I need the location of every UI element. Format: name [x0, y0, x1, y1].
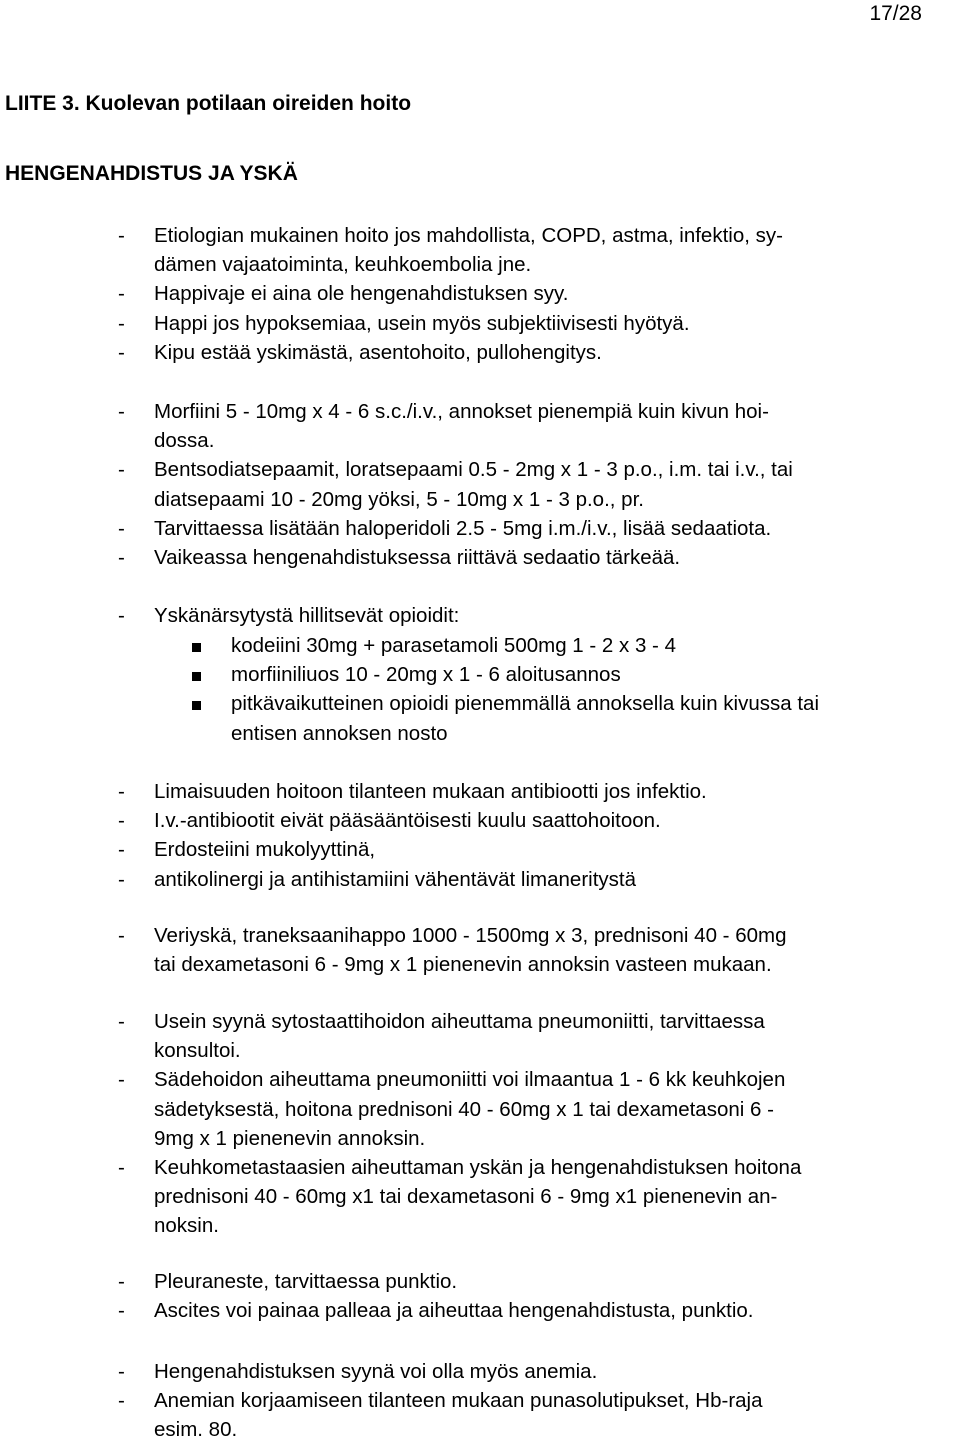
list-item-dash: - — [118, 1299, 125, 1323]
list-item-dash: - — [118, 516, 125, 540]
list-item-dash: - — [118, 1360, 125, 1383]
list-item-text: Hengenahdistuksen syynä voi olla myös anemia. — [154, 1360, 598, 1383]
section-title: HENGENAHDISTUS JA YSKÄ — [5, 162, 298, 185]
list-item-dash: - — [118, 838, 125, 862]
list-item-text: esim. 80. — [154, 1418, 238, 1442]
list-item-text: Keuhkometastaasien aiheuttaman yskän ja hengenahdistuksen hoitona — [154, 1156, 802, 1179]
square-bullet-icon — [192, 701, 201, 710]
list-item-dash: - — [118, 400, 125, 423]
list-item-dash: - — [118, 780, 125, 803]
list-item-text: sädetyksestä, hoitona prednisoni 40 - 60mg x 1 tai dexametasoni 6 - — [154, 1097, 774, 1121]
list-item-text: Sädehoidon aiheuttama pneumoniitti voi ilmaantua 1 - 6 kk keuhkojen — [154, 1068, 786, 1092]
list-item-text: Bentsodiatsepaamit, loratsepaami 0.5 - 2mg x 1 - 3 p.o., i.m. tai i.v., tai — [154, 458, 793, 482]
list-item-dash: - — [118, 1389, 125, 1413]
bullet-item-text: pitkävaikutteinen opioidi pienemmällä annoksella kuin kivussa tai — [231, 692, 820, 716]
list-item-dash: - — [118, 458, 125, 482]
list-item-text: Vaikeassa hengenahdistuksessa riittävä sedaatio tärkeää. — [154, 546, 681, 569]
list-item-text: Pleuraneste, tarvittaessa punktio. — [154, 1270, 458, 1293]
list-item-text: I.v.-antibiootit eivät pääsääntöisesti kuulu saattohoitoon. — [154, 809, 661, 833]
list-item-text: Morfiini 5 - 10mg x 4 - 6 s.c./i.v., annokset pienempiä kuin kivun hoi- — [154, 400, 769, 423]
list-item-text: konsultoi. — [154, 1039, 241, 1063]
list-item-text: 9mg x 1 pienenevin annoksin. — [154, 1126, 426, 1150]
square-bullet-icon — [192, 643, 201, 652]
list-item-text: Erdosteiini mukolyyttinä, — [154, 838, 376, 862]
list-item-dash: - — [118, 604, 125, 627]
list-item-dash: - — [118, 1068, 125, 1092]
list-item-text: Happi jos hypoksemiaa, usein myös subjektiivisesti hyötyä. — [154, 311, 690, 335]
list-item-dash: - — [118, 282, 125, 306]
list-item-text: dossa. — [154, 429, 215, 453]
list-item-text: tai dexametasoni 6 - 9mg x 1 pienenevin annoksin vasteen mukaan. — [154, 953, 772, 977]
list-item-dash: - — [118, 809, 125, 833]
list-item-text: Happivaje ei aina ole hengenahdistuksen syy. — [154, 282, 569, 306]
list-item-text: Anemian korjaamiseen tilanteen mukaan punasolutipukset, Hb-raja — [154, 1389, 763, 1413]
list-item-dash: - — [118, 867, 125, 891]
square-bullet-icon — [192, 672, 201, 681]
list-item-dash: - — [118, 311, 125, 335]
bullet-item-text: morfiiniliuos 10 - 20mg x 1 - 6 aloitusannos — [231, 663, 621, 687]
list-item-text: Etiologian mukainen hoito jos mahdollista, COPD, astma, infektio, sy- — [154, 224, 783, 247]
list-item-dash: - — [118, 1010, 125, 1033]
page-number: 17/28 — [869, 2, 922, 25]
list-item-text: Usein syynä sytostaattihoidon aiheuttama pneumoniitti, tarvittaessa — [154, 1010, 765, 1033]
list-item-text: noksin. — [154, 1214, 219, 1238]
list-item-dash: - — [118, 546, 125, 569]
list-item-text: antikolinergi ja antihistamiini vähentävät limaneritystä — [154, 867, 636, 891]
list-item-text: Limaisuuden hoitoon tilanteen mukaan antibiootti jos infektio. — [154, 780, 707, 803]
list-item-text: dämen vajaatoiminta, keuhkoembolia jne. — [154, 253, 532, 277]
list-item-text: prednisoni 40 - 60mg x1 tai dexametasoni 6 - 9mg x1 pienenevin an- — [154, 1185, 778, 1209]
list-item-text: Veriyskä, traneksaanihappo 1000 - 1500mg x 3, prednisoni 40 - 60mg — [154, 924, 787, 947]
list-item-dash: - — [118, 924, 125, 947]
list-item-dash: - — [118, 224, 125, 247]
list-item-dash: - — [118, 1156, 125, 1179]
list-item-dash: - — [118, 1270, 125, 1293]
list-item-text: Tarvittaessa lisätään haloperidoli 2.5 - 5mg i.m./i.v., lisää sedaatiota. — [154, 516, 772, 540]
bullet-item-text: kodeiini 30mg + parasetamoli 500mg 1 - 2 x 3 - 4 — [231, 634, 676, 657]
list-item-text: diatsepaami 10 - 20mg yöksi, 5 - 10mg x 1 - 3 p.o., pr. — [154, 487, 644, 511]
list-item-text: Kipu estää yskimästä, asentohoito, pullohengitys. — [154, 340, 602, 364]
list-item-text: Ascites voi painaa palleaa ja aiheuttaa hengenahdistusta, punktio. — [154, 1299, 754, 1323]
list-item-text: Yskänärsytystä hillitsevät opioidit: — [154, 604, 460, 627]
list-item-dash: - — [118, 340, 125, 364]
appendix-title: LIITE 3. Kuolevan potilaan oireiden hoito — [5, 92, 412, 115]
bullet-item-text: entisen annoksen nosto — [231, 721, 448, 745]
